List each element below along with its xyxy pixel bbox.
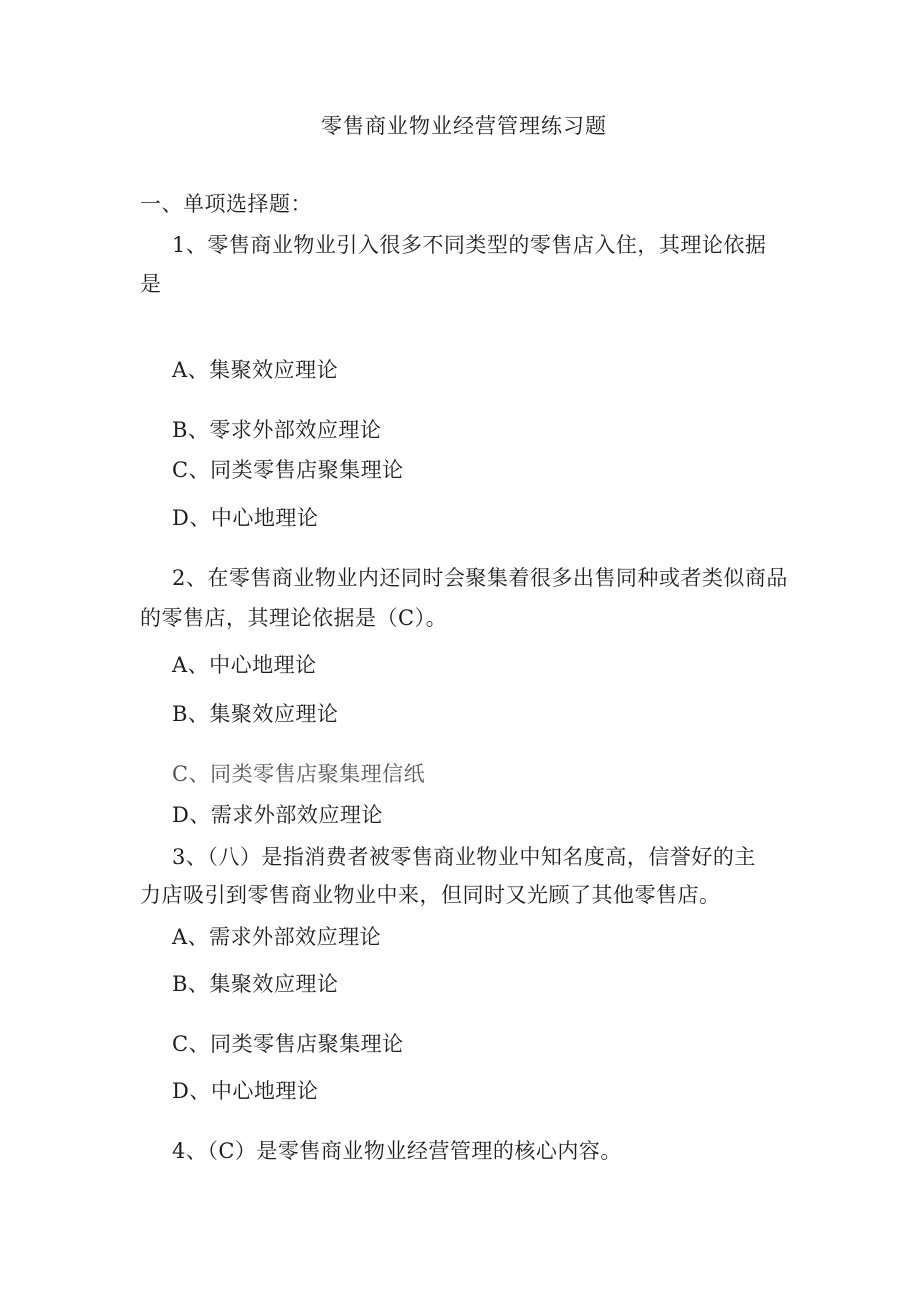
- answer-option: C、同类零售店聚集理论: [172, 1032, 404, 1056]
- question-text-line: 力店吸引到零售商业物业中来，但同时又光顾了其他零售店。: [140, 883, 721, 907]
- question-text-line: 的零售店，其理论依据是（C）。: [140, 606, 448, 630]
- question-text-line: 1、零售商业物业引入很多不同类型的零售店入住，其理论依据: [172, 233, 767, 257]
- answer-option: D、需求外部效应理论: [172, 803, 383, 827]
- answer-option: B、集聚效应理论: [172, 972, 339, 996]
- answer-option: A、中心地理论: [172, 653, 317, 677]
- section-heading: 一、单项选择题：: [140, 192, 312, 216]
- answer-option: B、集聚效应理论: [172, 702, 339, 726]
- question-text-line: 是: [140, 272, 162, 296]
- answer-option: C、同类零售店聚集理信纸: [172, 762, 426, 786]
- answer-option: D、中心地理论: [172, 506, 319, 530]
- question-text-line: 4、（C）是零售商业物业经营管理的核心内容。: [172, 1139, 622, 1163]
- answer-option: C、同类零售店聚集理论: [172, 458, 404, 482]
- question-text-line: 3、（八）是指消费者被零售商业物业中知名度高，信誉好的主: [172, 845, 756, 869]
- question-text-line: 2、在零售商业物业内还同时会聚集着很多出售同种或者类似商品: [172, 566, 788, 590]
- answer-option: A、需求外部效应理论: [172, 925, 382, 949]
- document-title: 零售商业物业经营管理练习题: [321, 114, 607, 138]
- answer-option: A、集聚效应理论: [172, 358, 339, 382]
- answer-option: B、零求外部效应理论: [172, 418, 382, 442]
- answer-option: D、中心地理论: [172, 1079, 319, 1103]
